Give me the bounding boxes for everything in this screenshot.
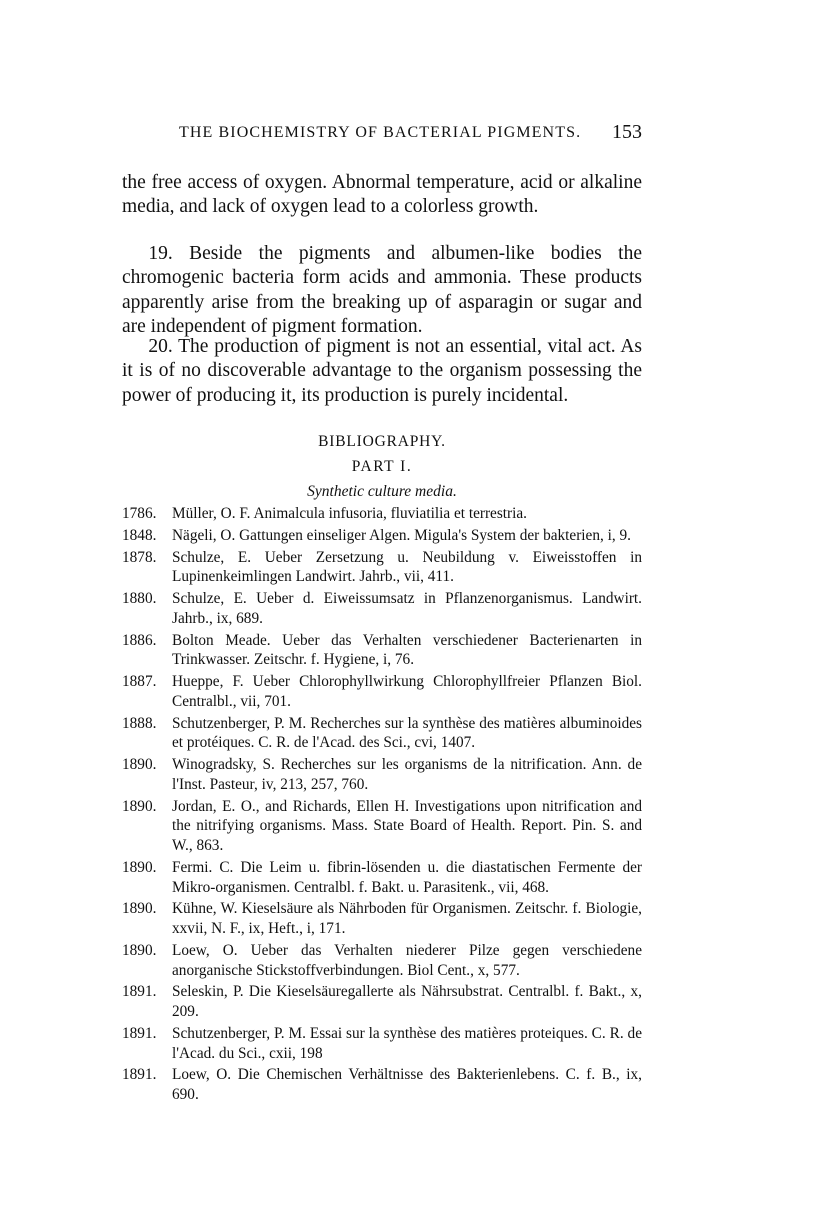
bibliography-entry xyxy=(122,526,642,546)
bibliography-entry xyxy=(122,858,642,897)
entry-year: 1886. xyxy=(122,631,157,649)
bibliography-entry xyxy=(122,714,642,753)
entry-year: 1890. xyxy=(122,941,157,959)
body-paragraph-1 xyxy=(122,171,642,220)
bibliography-entry xyxy=(122,548,642,587)
part-heading: PART I. xyxy=(351,458,413,475)
entry-reference: Jordan, E. O., and Richards, Ellen H. Investigations upon nitrification and the nitrifying organisms. Mass. State Board of Health. Report. Pin. S. and W., 863. xyxy=(172,797,642,854)
entry-year: 1888. xyxy=(122,714,157,732)
bibliography-list xyxy=(122,504,642,1107)
entry-reference: Seleskin, P. Die Kieselsäuregallerte als Nährsubstrat. Centralbl. f. Bakt., x, 209. xyxy=(172,983,642,1020)
entry-year: 1890. xyxy=(122,756,157,774)
bibliography-entry xyxy=(122,1024,642,1063)
entry-reference: Winogradsky, S. Recherches sur les organisms de la nitrification. Ann. de l'Inst. Pasteur, iv, 213, 257, 760. xyxy=(172,756,642,793)
entry-reference: Nägeli, O. Gattungen einseliger Algen. Migula's System der bakterien, i, 9. xyxy=(172,526,632,544)
paragraph-text: 20. The production of pigment is not an essential, vital act. As it is of no discoverable advantage to the organism possessing the power of producing it, its production is purely incidental. xyxy=(122,336,642,406)
entry-reference: Bolton Meade. Ueber das Verhalten verschiedener Bacterienarten in Trinkwasser. Zeitschr. f. Hygiene, i, 76. xyxy=(172,631,642,669)
bibliography-entry xyxy=(122,899,642,938)
entry-reference: Schulze, E. Ueber Zersetzung u. Neubildung v. Eiweisstoffen in Lupinenkeimlingen Landwirt. Jahrb., vii, 411. xyxy=(172,548,642,586)
entry-reference: Hueppe, F. Ueber Chlorophyllwirkung Chlorophyllfreier Pflanzen Biol. Centralbl., vii, 701. xyxy=(172,673,642,710)
bibliography-entry xyxy=(122,755,642,794)
bibliography-entry xyxy=(122,504,642,524)
entry-reference: Müller, O. F. Animalcula infusoria, fluviatilia et terrestria. xyxy=(172,505,527,522)
entry-year: 1891. xyxy=(122,1066,157,1084)
running-title: THE BIOCHEMISTRY OF BACTERIAL PIGMENTS. xyxy=(179,124,582,141)
entry-year: 1891. xyxy=(122,983,157,1001)
entry-year: 1848. xyxy=(122,526,157,544)
entry-reference: Schulze, E. Ueber d. Eiweissumsatz in Pflanzenorganismus. Landwirt. Jahrb., ix, 689. xyxy=(172,590,642,627)
entry-reference: Kühne, W. Kieselsäure als Nährboden für Organismen. Zeitschr. f. Biologie, xxvii, N. F., ix, Heft., i, 171. xyxy=(172,900,642,937)
entry-reference: Schutzenberger, P. M. Recherches sur la synthèse des matières albuminoides et protéiques. C. R. de l'Acad. des Sci., cvi, 1407. xyxy=(172,714,642,752)
bibliography-entry xyxy=(122,589,642,628)
entry-reference: Fermi. C. Die Leim u. fibrin-lösenden u. die diastatischen Fermente der Mikro-organismen. Centralbl. f. Bakt. u. Parasitenk., vii, 468. xyxy=(172,858,642,896)
body-paragraph-19 xyxy=(122,242,642,340)
entry-year: 1880. xyxy=(122,590,157,608)
bibliography-entry xyxy=(122,941,642,980)
entry-year: 1890. xyxy=(122,858,157,876)
section-subheading: Synthetic culture media. xyxy=(307,483,457,500)
bibliography-entry xyxy=(122,982,642,1021)
bibliography-entry xyxy=(122,631,642,670)
entry-reference: Schutzenberger, P. M. Essai sur la synthèse des matières proteiques. C. R. de l'Acad. du Sci., cxii, 198 xyxy=(172,1024,642,1062)
entry-year: 1887. xyxy=(122,673,157,691)
bibliography-entry xyxy=(122,797,642,856)
entry-year: 1890. xyxy=(122,900,157,918)
running-header xyxy=(179,121,642,150)
paragraph-text: the free access of oxygen. Abnormal temperature, acid or alkaline media, and lack of oxygen lead to a colorless growth. xyxy=(122,172,642,218)
bibliography-heading: BIBLIOGRAPHY. xyxy=(318,433,446,450)
page-number: 153 xyxy=(612,121,642,143)
entry-year: 1891. xyxy=(122,1024,157,1042)
entry-year: 1890. xyxy=(122,797,157,815)
paragraph-text: 19. Beside the pigments and albumen-like bodies the chromogenic bacteria form acids and ammonia. These products apparently arise from the breaking up of asparagin or sugar and are independent of pigment formation. xyxy=(122,243,642,338)
entry-year: 1786. xyxy=(122,505,157,522)
bibliography-entry xyxy=(122,1065,642,1104)
entry-reference: Loew, O. Ueber das Verhalten niederer Pilze gegen verschiedene anorganische Stickstoffverbindungen. Biol Cent., x, 577. xyxy=(172,941,642,979)
body-paragraph-20 xyxy=(122,335,642,408)
entry-year: 1878. xyxy=(122,548,157,566)
bibliography-entry xyxy=(122,672,642,711)
entry-reference: Loew, O. Die Chemischen Verhältnisse des Bakterienlebens. C. f. B., ix, 690. xyxy=(172,1066,642,1103)
